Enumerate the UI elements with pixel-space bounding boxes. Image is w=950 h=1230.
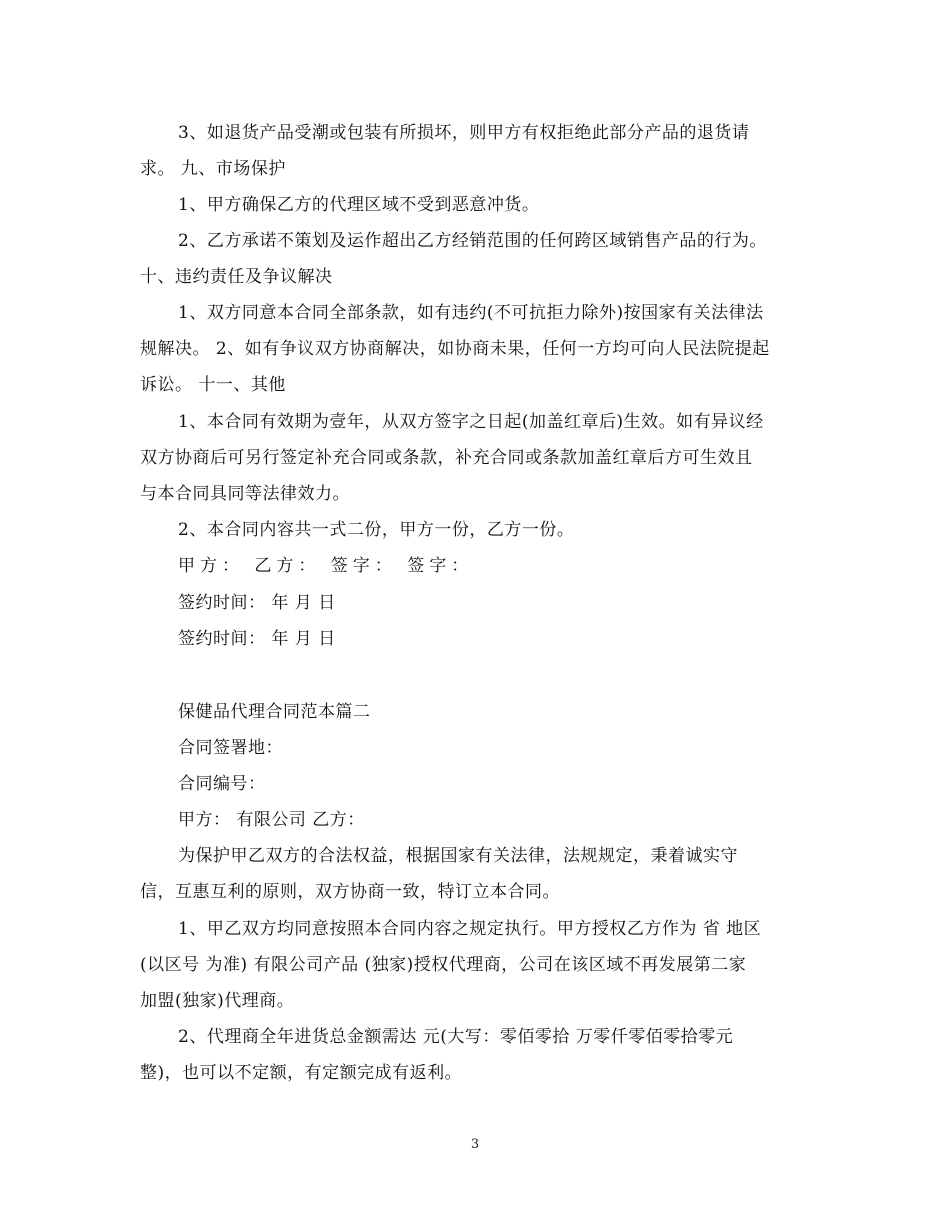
signature-line: 甲方： 乙方： 签字： 签字： bbox=[178, 556, 474, 576]
signing-date-line: 签约时间： 年 月 日 bbox=[178, 629, 336, 649]
signing-date-line: 签约时间： 年 月 日 bbox=[178, 593, 336, 613]
paragraph-line: 2、本合同内容共一式二份，甲方一份，乙方一份。 bbox=[178, 520, 575, 540]
section-heading: 十、违约责任及争议解决 bbox=[140, 267, 333, 287]
paragraph-line: (以区号 为准) 有限公司产品 (独家)授权代理商，公司在该区域不再发展第二家 bbox=[140, 955, 747, 975]
paragraph-line: 2、代理商全年进货总金额需达 元(大写：零佰零拾 万零仟零佰零拾零元 bbox=[178, 1027, 734, 1047]
contract-location-line: 合同签署地： bbox=[178, 738, 283, 758]
paragraph-line: 加盟(独家)代理商。 bbox=[140, 991, 295, 1011]
paragraph-line: 为保护甲乙双方的合法权益，根据国家有关法律，法规规定，秉着诚实守 bbox=[178, 846, 738, 866]
paragraph-line: 1、本合同有效期为壹年，从双方签字之日起(加盖红章后)生效。如有异议经 bbox=[178, 412, 764, 432]
paragraph-line: 诉讼。 十一、其他 bbox=[140, 375, 286, 395]
paragraph-line: 规解决。 2、如有争议双方协商解决，如协商未果，任何一方均可向人民法院提起 bbox=[140, 339, 770, 359]
paragraph-line: 整)，也可以不定额，有定额完成有返利。 bbox=[140, 1063, 463, 1083]
paragraph-line: 与本合同具同等法律效力。 bbox=[140, 484, 350, 504]
paragraph-line: 1、甲乙双方均同意按照本合同内容之规定执行。甲方授权乙方作为 省 地区 bbox=[178, 919, 762, 939]
paragraph-line: 双方协商后可另行签定补充合同或条款，补充合同或条款加盖红章后方可生效且 bbox=[140, 448, 753, 468]
paragraph-line: 求。 九、市场保护 bbox=[140, 159, 286, 179]
paragraph-line: 3、如退货产品受潮或包装有所损坏，则甲方有权拒绝此部分产品的退货请 bbox=[178, 123, 750, 143]
paragraph-line: 1、甲方确保乙方的代理区域不受到恶意冲货。 bbox=[178, 195, 540, 215]
parties-line: 甲方： 有限公司 乙方： bbox=[178, 810, 365, 830]
contract-number-line: 合同编号： bbox=[178, 774, 266, 794]
paragraph-line: 2、乙方承诺不策划及运作超出乙方经销范围的任何跨区域销售产品的行为。 bbox=[178, 231, 767, 251]
paragraph-line: 信，互惠互利的原则，双方协商一致，特订立本合同。 bbox=[140, 882, 560, 902]
paragraph-line: 1、双方同意本合同全部条款，如有违约(不可抗拒力除外)按国家有关法律法 bbox=[178, 303, 764, 323]
section-title: 保健品代理合同范本篇二 bbox=[178, 702, 371, 722]
page-number: 3 bbox=[470, 1137, 480, 1152]
